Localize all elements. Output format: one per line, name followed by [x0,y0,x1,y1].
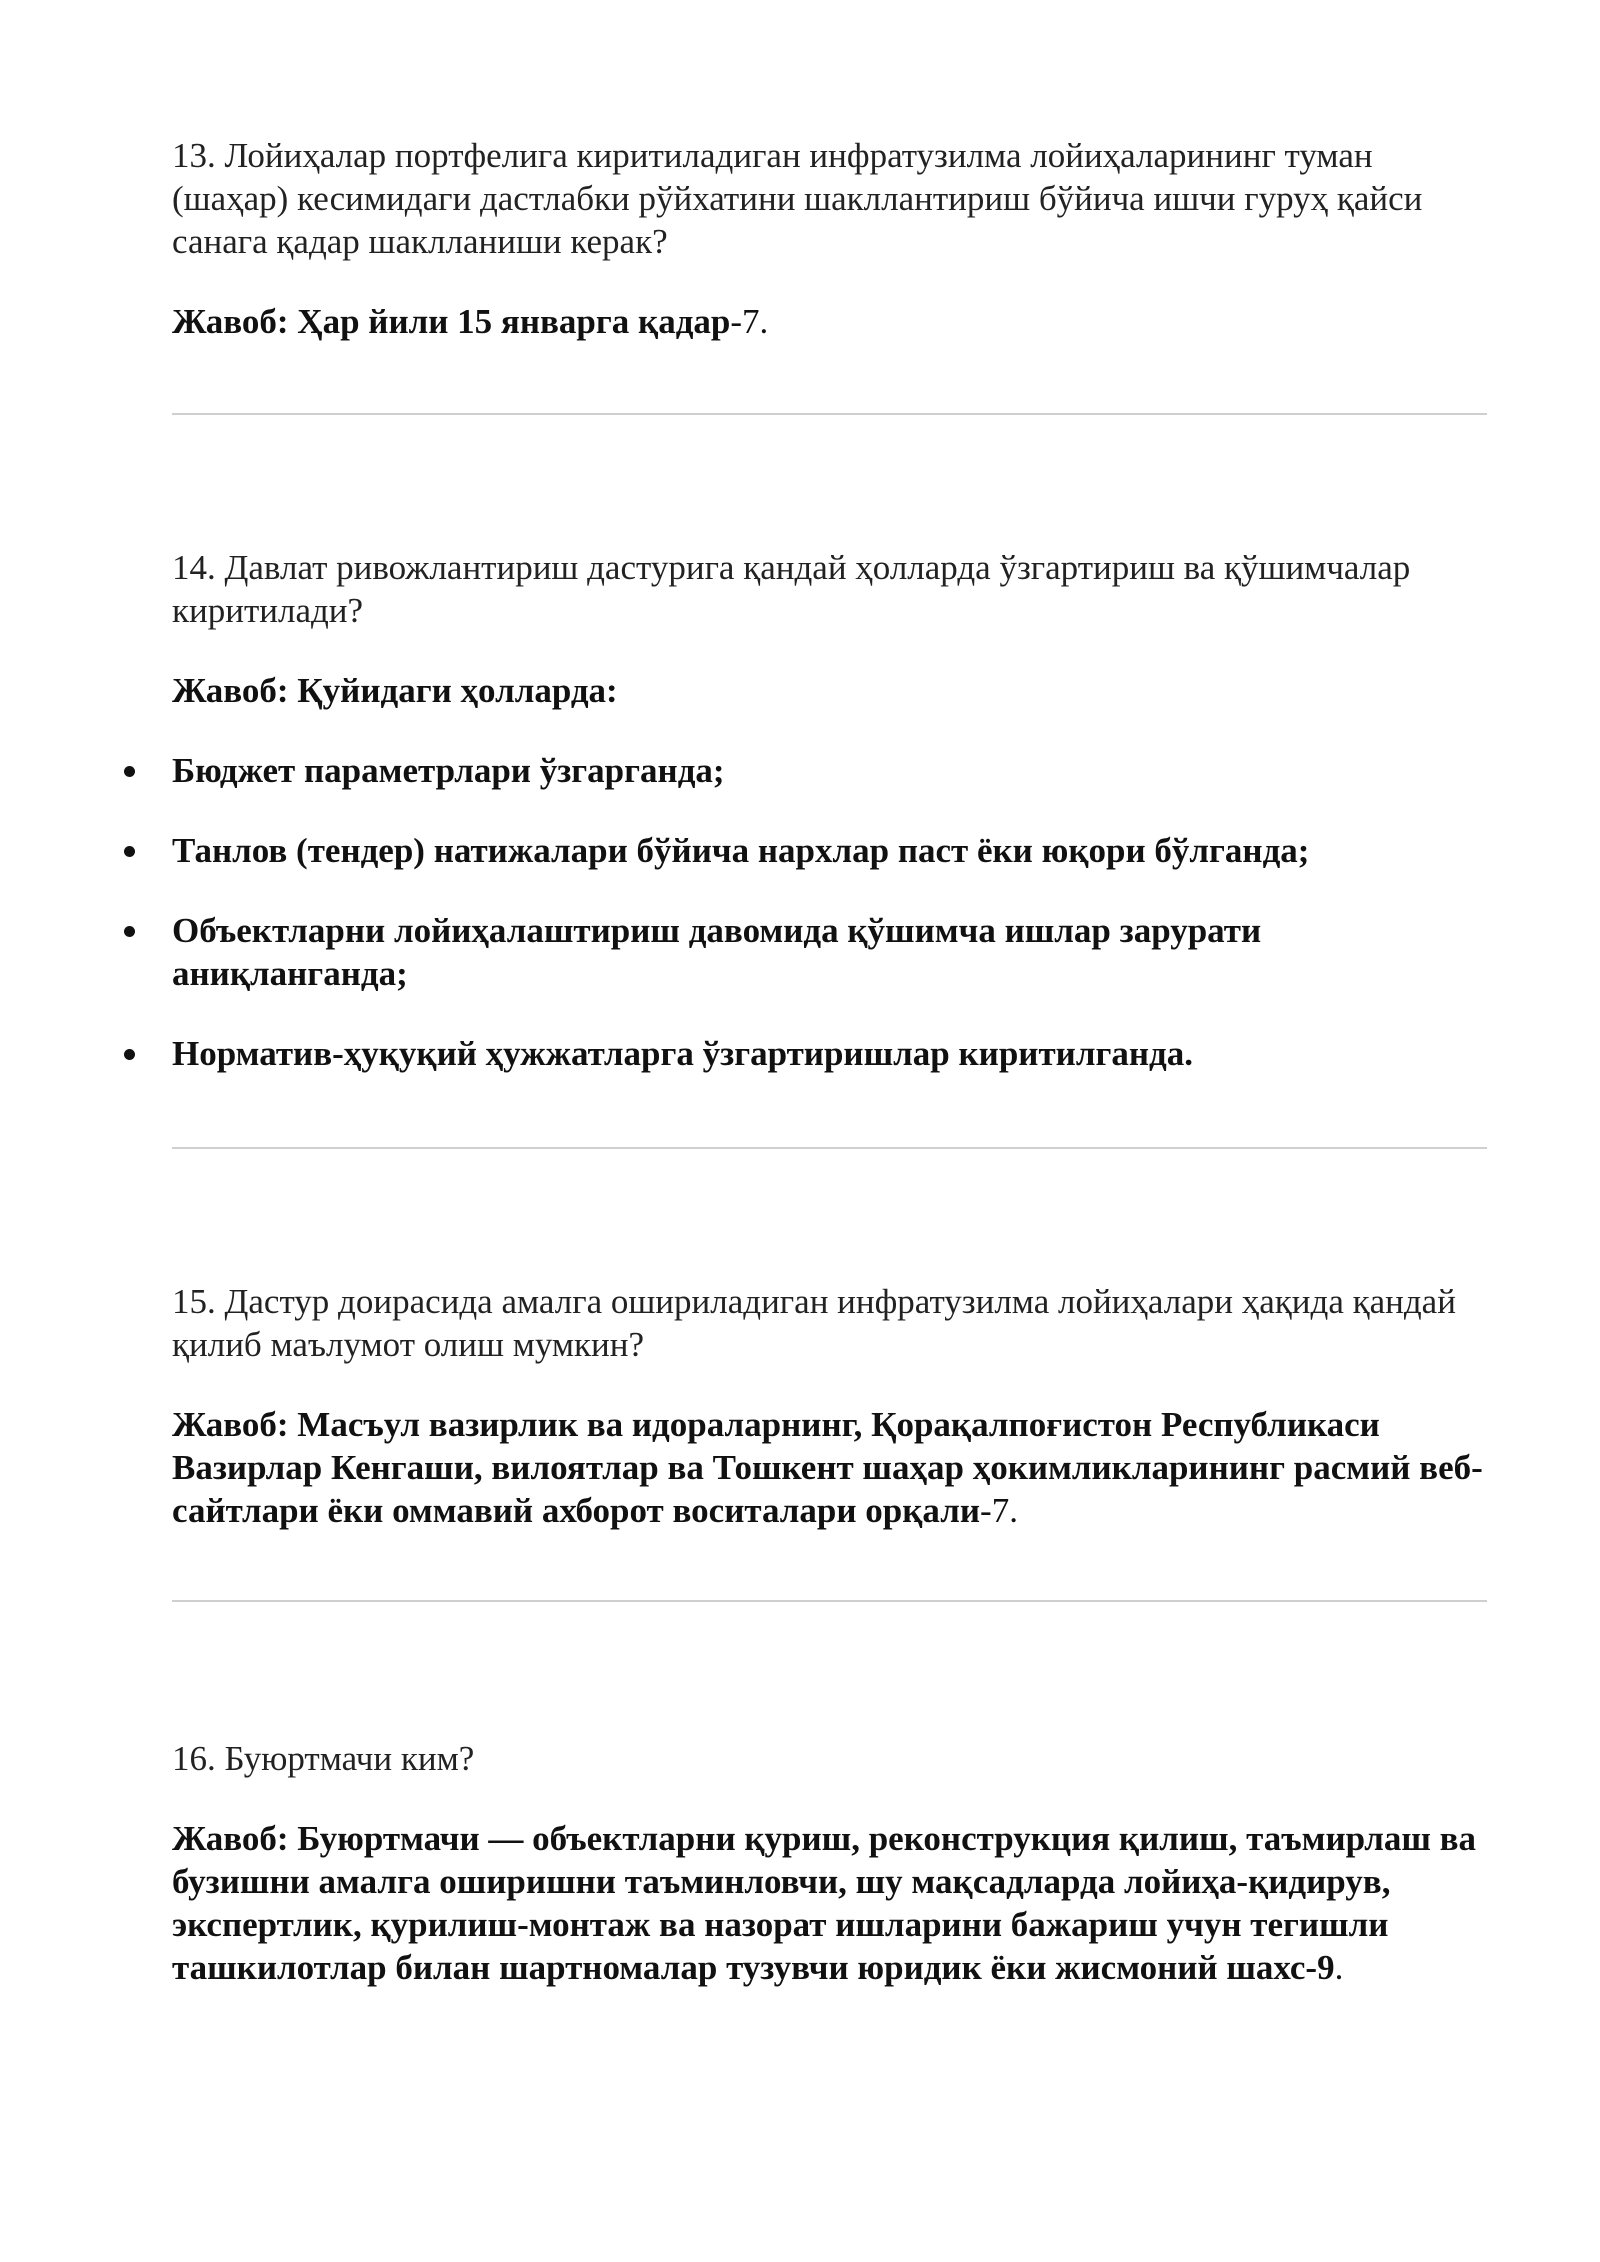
list-item-text: Бюджет параметрлари ўзгарганда; [172,751,725,790]
list-item [172,829,1487,872]
answer-13 [172,300,1487,343]
list-item [172,749,1487,792]
list-item [172,909,1487,995]
answer-14-bold: Жавоб: Қуйидаги ҳолларда: [172,671,618,710]
answer-14-list [172,749,1487,1075]
answer-13-bold: Жавоб: Ҳар йили 15 январга қадар [172,302,731,341]
divider-2 [172,1147,1487,1149]
answer-16 [172,1817,1487,1989]
question-13-text: 13. Лойиҳалар портфелига киритиладиган инфратузилма лойиҳаларининг туман (шаҳар) кесимидаги дастлабки рўйхатини шакллантириш бўйича ишчи гуруҳ қайси санага қадар шаклланиши керак? [172,136,1423,261]
answer-13-tail: -7. [730,302,769,341]
question-16-section [172,1737,1487,1989]
bullet-icon [124,926,135,937]
bullet-icon [124,1049,135,1060]
answer-16-tail: . [1334,1948,1344,1987]
answer-14 [172,669,1487,712]
question-14-section [172,546,1487,1075]
question-15-section [172,1280,1487,1532]
divider-3 [172,1600,1487,1602]
list-item-text: Норматив-ҳуқуқий ҳужжатларга ўзгартиришлар киритилганда. [172,1034,1193,1073]
bullet-icon [124,766,135,777]
question-15-text: 15. Дастур доирасида амалга ошириладиган инфратузилма лойиҳалари ҳақида қандай қилиб маълумот олиш мумкин? [172,1282,1456,1364]
question-13-section [172,134,1487,343]
divider-1 [172,413,1487,415]
question-14-text: 14. Давлат ривожлантириш дастурига қандай ҳолларда ўзгартириш ва қўшимчалар киритилади? [172,548,1411,630]
bullet-icon [124,846,135,857]
list-item-text: Танлов (тендер) натижалари бўйича нархлар паст ёки юқори бўлганда; [172,831,1310,870]
list-item-text: Объектларни лойиҳалаштириш давомида қўшимча ишлар зарурати аниқланганда; [172,911,1262,993]
answer-16-bold: Жавоб: Буюртмачи — объектларни қуриш, реконструкция қилиш, таъмирлаш ва бузишни амалга оширишни таъминловчи, шу мақсадларда лойиҳа-қидирув, экспертлик, қурилиш-монтаж ва назорат ишларини бажариш учун тегишли ташкилотлар билан шартномалар тузувчи юридик ёки жисмоний шахс-9 [172,1819,1477,1987]
answer-15-tail: -7. [980,1491,1018,1530]
question-16-text: 16. Буюртмачи ким? [172,1739,475,1778]
list-item [172,1032,1487,1075]
answer-15 [172,1403,1487,1532]
answer-15-bold: Жавоб: Масъул вазирлик ва идораларнинг, Қорақалпоғистон Республикаси Вазирлар Кенгаши, вилоятлар ва Тошкент шаҳар ҳокимликларининг расмий веб-сайтлари ёки оммавий ахборот воситалари орқали [172,1405,1483,1530]
